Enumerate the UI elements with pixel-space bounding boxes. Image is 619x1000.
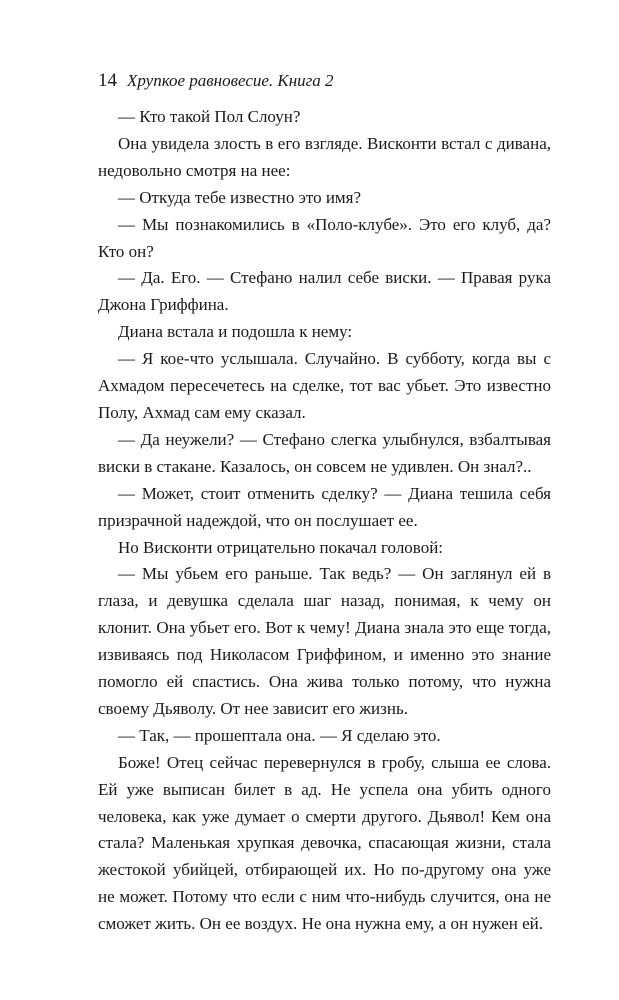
running-header bbox=[98, 70, 551, 104]
book-page bbox=[98, 70, 551, 938]
paragraph: Диана встала и подошла к нему: bbox=[118, 322, 353, 342]
page-number: 14 bbox=[98, 70, 117, 91]
paragraph: — Так, — прошептала она. — Я сделаю это. bbox=[118, 725, 441, 745]
paragraph: — Я кое-что услышала. Случайно. В субботу, когда вы с Ахмадом пересечетесь на сделке, тот вас убьет. Это известно Полу, Ахмад сам ему сказал. bbox=[98, 349, 551, 422]
paragraph: — Откуда тебе известно это имя? bbox=[118, 187, 362, 207]
paragraph: Боже! Отец сейчас перевернулся в гробу, слыша ее слова. Ей уже выписан билет в ад. Не успела она убить одного человека, как уже думает о смерти другого. Дьявол! Кем она стала? Маленькая хрупкая девочка, спасающая жизни, стала жестокой убийцей, отбирающей их. Но по-другому она уже не может. Потому что если с ним что-нибудь случится, она не сможет жить. Он ее воздух. Не она нужна ему, а он нужен ей. bbox=[98, 752, 551, 934]
paragraph: — Может, стоит отменить сделку? — Диана тешила себя призрачной надеждой, что он послушает ее. bbox=[98, 483, 551, 530]
paragraph: — Да. Его. — Стефано налил себе виски. — Правая рука Джона Гриффина. bbox=[98, 268, 551, 315]
paragraph: — Кто такой Пол Слоун? bbox=[118, 107, 301, 126]
book-title: Хрупкое равновесие. Книга 2 bbox=[127, 71, 334, 90]
paragraph: — Да неужели? — Стефано слегка улыбнулся, взбалтывая виски в стакане. Казалось, он совсем не удивлен. Он знал?.. bbox=[98, 429, 551, 476]
paragraph: — Мы познакомились в «Поло-клубе». Это его клуб, да? Кто он? bbox=[98, 214, 551, 261]
paragraph: Она увидела злость в его взгляде. Висконти встал с дивана, недовольно смотря на нее: bbox=[98, 133, 551, 180]
paragraph: — Мы убьем его раньше. Так ведь? — Он заглянул ей в глаза, и девушка сделала шаг назад, понимая, к чему он клонит. Она убьет его. Вот к чему! Диана знала это еще тогда, извиваясь под Николасом Гриффином, и именно это знание помогло ей спастись. Она жива только потому, что нужна своему Дьяволу. От нее зависит его жизнь. bbox=[98, 564, 551, 718]
body-text bbox=[98, 104, 551, 938]
paragraph: Но Висконти отрицательно покачал головой: bbox=[118, 537, 444, 557]
